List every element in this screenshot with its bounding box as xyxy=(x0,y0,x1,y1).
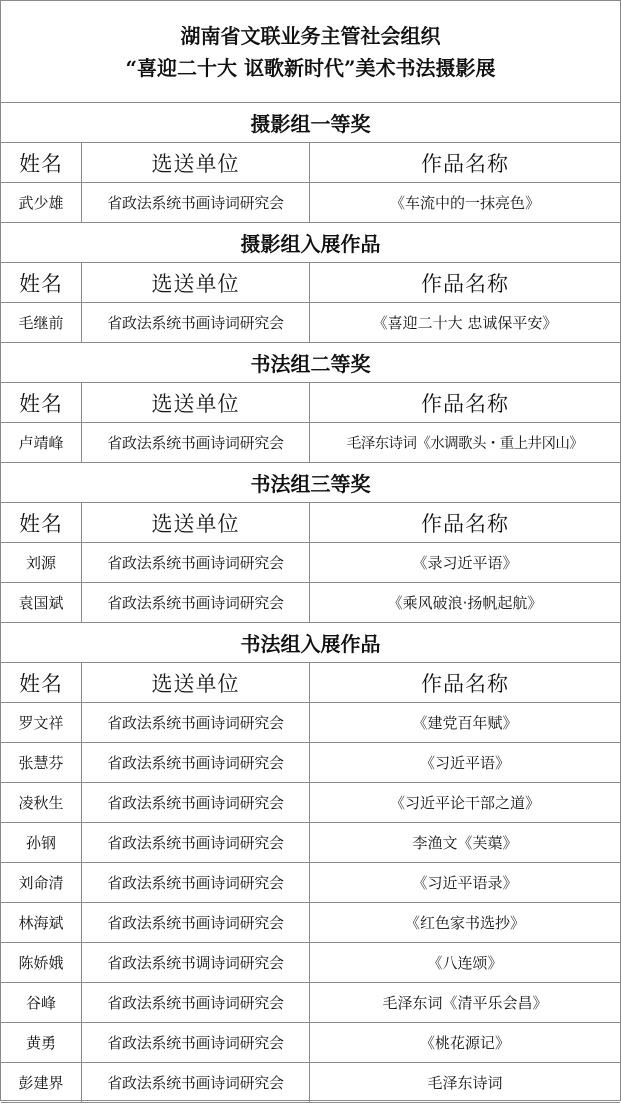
table-row xyxy=(1,1063,620,1103)
sections-container xyxy=(1,103,620,1103)
cell-unit: 省政法系统书画诗词研究会 xyxy=(82,423,310,462)
cell-unit: 省政法系统书画诗词研究会 xyxy=(82,743,310,782)
header-name: 姓名 xyxy=(1,263,82,302)
section-title: 摄影组入展作品 xyxy=(1,223,620,263)
cell-unit: 省政法系统书画诗词研究会 xyxy=(82,823,310,862)
header-row xyxy=(1,503,620,543)
section-title: 书法组二等奖 xyxy=(1,343,620,383)
header-name: 姓名 xyxy=(1,503,82,542)
cell-unit: 省政法系统书画诗词研究会 xyxy=(82,1023,310,1062)
cell-unit: 省政法系统书画诗词研究会 xyxy=(82,903,310,942)
header-unit: 选送单位 xyxy=(82,663,310,702)
cell-name: 罗文祥 xyxy=(1,703,82,742)
cell-name: 谷峰 xyxy=(1,983,82,1022)
table-row xyxy=(1,703,620,743)
header-work: 作品名称 xyxy=(421,671,509,696)
cell-work: 《习近平语录》 xyxy=(412,874,518,892)
header-unit: 选送单位 xyxy=(82,383,310,422)
table-row xyxy=(1,943,620,983)
section-title: 书法组三等奖 xyxy=(1,463,620,503)
cell-work: 《八连颂》 xyxy=(427,954,503,972)
cell-unit: 省政法系统书画诗词研究会 xyxy=(82,1063,310,1102)
cell-unit: 省政法系统书画诗词研究会 xyxy=(82,543,310,582)
table-row xyxy=(1,823,620,863)
table-row xyxy=(1,423,620,463)
header-unit: 选送单位 xyxy=(82,263,310,302)
cell-unit: 省政法系统书画诗词研究会 xyxy=(82,863,310,902)
table-row xyxy=(1,1023,620,1063)
header-work: 作品名称 xyxy=(421,151,509,176)
header-name: 姓名 xyxy=(1,143,82,182)
cell-name: 武少雄 xyxy=(1,183,82,222)
cell-name: 孙钢 xyxy=(1,823,82,862)
table-row xyxy=(1,983,620,1023)
section-title: 摄影组一等奖 xyxy=(1,103,620,143)
cell-work: 《桃花源记》 xyxy=(419,1034,510,1052)
document-title xyxy=(1,1,620,103)
cell-work: 《习近平论干部之道》 xyxy=(389,794,540,812)
cell-unit: 省政法系统书画诗词研究会 xyxy=(82,783,310,822)
cell-name: 袁国斌 xyxy=(1,583,82,622)
header-unit: 选送单位 xyxy=(82,143,310,182)
header-row xyxy=(1,663,620,703)
cell-work: 毛泽东诗词《水调歌头・重上井冈山》 xyxy=(346,436,584,452)
cell-work: 毛泽东词《清平乐会昌》 xyxy=(382,994,548,1012)
cell-name: 毛继前 xyxy=(1,303,82,342)
cell-work: 《车流中的一抹亮色》 xyxy=(389,194,540,212)
cell-unit: 省政法系统书画诗词研究会 xyxy=(82,703,310,742)
cell-work: 《喜迎二十大 忠诚保平安》 xyxy=(372,314,558,332)
cell-work: 《建党百年赋》 xyxy=(412,714,518,732)
section-title: 书法组入展作品 xyxy=(1,623,620,663)
title-line-1: 湖南省文联业务主管社会组织 xyxy=(180,23,441,48)
cell-work: 李渔文《芙蕖》 xyxy=(412,834,518,852)
cell-name: 凌秋生 xyxy=(1,783,82,822)
table-row xyxy=(1,783,620,823)
cell-unit: 省政法系统书画诗词研究会 xyxy=(82,583,310,622)
title-line-2: “喜迎二十大 讴歌新时代”美术书法摄影展 xyxy=(125,55,496,80)
cell-work: 《乘风破浪·扬帆起航》 xyxy=(387,594,543,612)
cell-work: 《习近平语》 xyxy=(419,754,510,772)
table-row xyxy=(1,743,620,783)
header-row xyxy=(1,143,620,183)
header-name: 姓名 xyxy=(1,383,82,422)
cell-name: 陈娇娥 xyxy=(1,943,82,982)
cell-name: 张慧芬 xyxy=(1,743,82,782)
cell-name: 刘源 xyxy=(1,543,82,582)
table-row xyxy=(1,903,620,943)
cell-name: 刘命清 xyxy=(1,863,82,902)
cell-name: 卢靖峰 xyxy=(1,423,82,462)
cell-unit: 省政法系统书画诗词研究会 xyxy=(82,183,310,222)
header-unit: 选送单位 xyxy=(82,503,310,542)
cell-work: 《录习近平语》 xyxy=(412,554,518,572)
cell-name: 林海斌 xyxy=(1,903,82,942)
header-name: 姓名 xyxy=(1,663,82,702)
header-row xyxy=(1,263,620,303)
cell-work: 《红色家书选抄》 xyxy=(404,914,525,932)
table-row xyxy=(1,583,620,623)
table-row xyxy=(1,183,620,223)
header-work: 作品名称 xyxy=(421,511,509,536)
table-row xyxy=(1,543,620,583)
cell-unit: 省政法系统书调诗词研究会 xyxy=(82,943,310,982)
cell-unit: 省政法系统书画诗词研究会 xyxy=(82,303,310,342)
cell-name: 黄勇 xyxy=(1,1023,82,1062)
table-row xyxy=(1,303,620,343)
header-row xyxy=(1,383,620,423)
table-row xyxy=(1,863,620,903)
cell-unit: 省政法系统书画诗词研究会 xyxy=(82,983,310,1022)
cell-name: 彭建界 xyxy=(1,1063,82,1102)
header-work: 作品名称 xyxy=(421,271,509,296)
cell-work: 毛泽东诗词 xyxy=(427,1074,503,1092)
header-work: 作品名称 xyxy=(421,391,509,416)
